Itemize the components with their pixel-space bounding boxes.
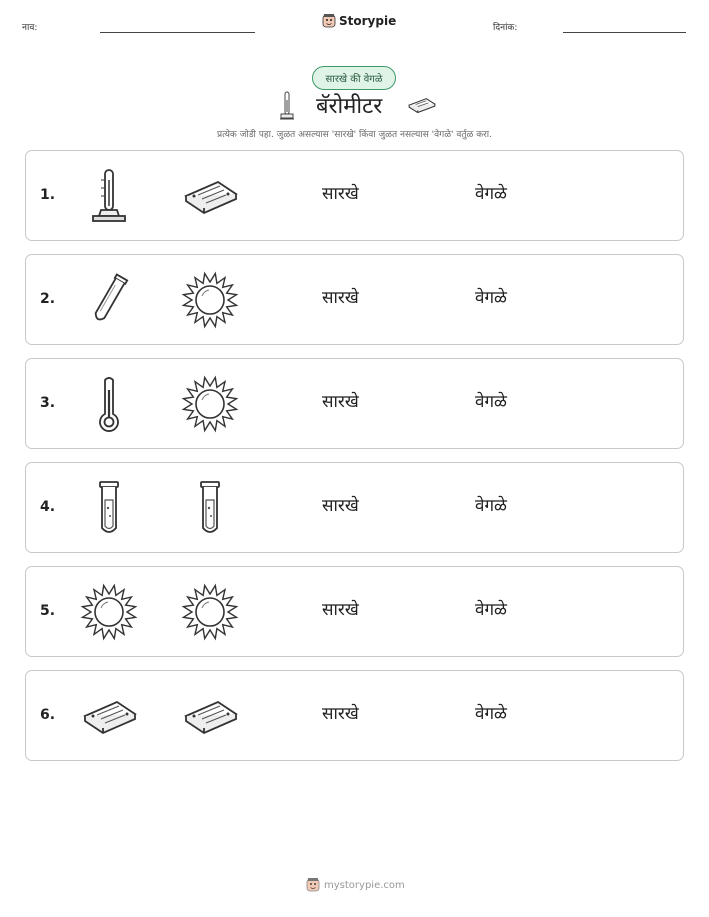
same-option[interactable]: सारखे [322,184,359,204]
date-label: दिनांक: [493,23,518,33]
thermometer-icon [79,374,139,434]
name-line[interactable] [100,32,255,33]
thermometer-icon [278,90,296,122]
barometer-plate-icon [180,166,240,226]
different-option[interactable]: वेगळे [475,496,507,516]
pair-card [25,358,684,449]
storypie-logo-icon [306,878,320,892]
topic-badge: सारखे की वेगळे [312,66,396,90]
storypie-logo-icon [322,14,336,28]
different-option[interactable]: वेगळे [475,288,507,308]
test-tube-icon [79,270,139,330]
barometer-plate-icon [180,686,240,746]
pair-card [25,254,684,345]
same-option[interactable]: सारखे [322,704,359,724]
pair-number: 1. [40,187,56,203]
barometer-plate-icon [79,686,139,746]
date-line[interactable] [563,32,686,33]
different-option[interactable]: वेगळे [475,704,507,724]
same-option[interactable]: सारखे [322,496,359,516]
footer [306,878,405,892]
pair-number: 4. [40,499,56,515]
liquid-vial-icon [180,478,240,538]
same-option[interactable]: सारखे [322,288,359,308]
pair-card [25,462,684,553]
brand-logo [322,14,396,28]
barometer-plate-icon [406,92,438,116]
name-label: नाव: [22,23,38,33]
pair-card [25,670,684,761]
liquid-vial-icon [79,478,139,538]
page-title: बॅरोमीटर [316,94,383,119]
pair-number: 5. [40,603,56,619]
pair-number: 3. [40,395,56,411]
sun-icon [180,374,240,434]
pair-card [25,150,684,241]
sun-icon [180,582,240,642]
different-option[interactable]: वेगळे [475,392,507,412]
title-row [0,88,709,124]
same-option[interactable]: सारखे [322,600,359,620]
sun-icon [180,270,240,330]
different-option[interactable]: वेगळे [475,600,507,620]
pair-number: 6. [40,707,56,723]
footer-website: mystorypie.com [324,879,405,891]
same-option[interactable]: सारखे [322,392,359,412]
pair-number: 2. [40,291,56,307]
sun-icon [79,582,139,642]
brand-name: Storypie [339,14,397,28]
barometer-thermometer-icon [79,166,139,226]
instructions: प्रत्येक जोडी पहा. जुळत असल्यास 'सारखे' किंवा जुळत नसल्यास 'वेगळे' वर्तुळ करा. [216,130,492,140]
pair-card [25,566,684,657]
different-option[interactable]: वेगळे [475,184,507,204]
